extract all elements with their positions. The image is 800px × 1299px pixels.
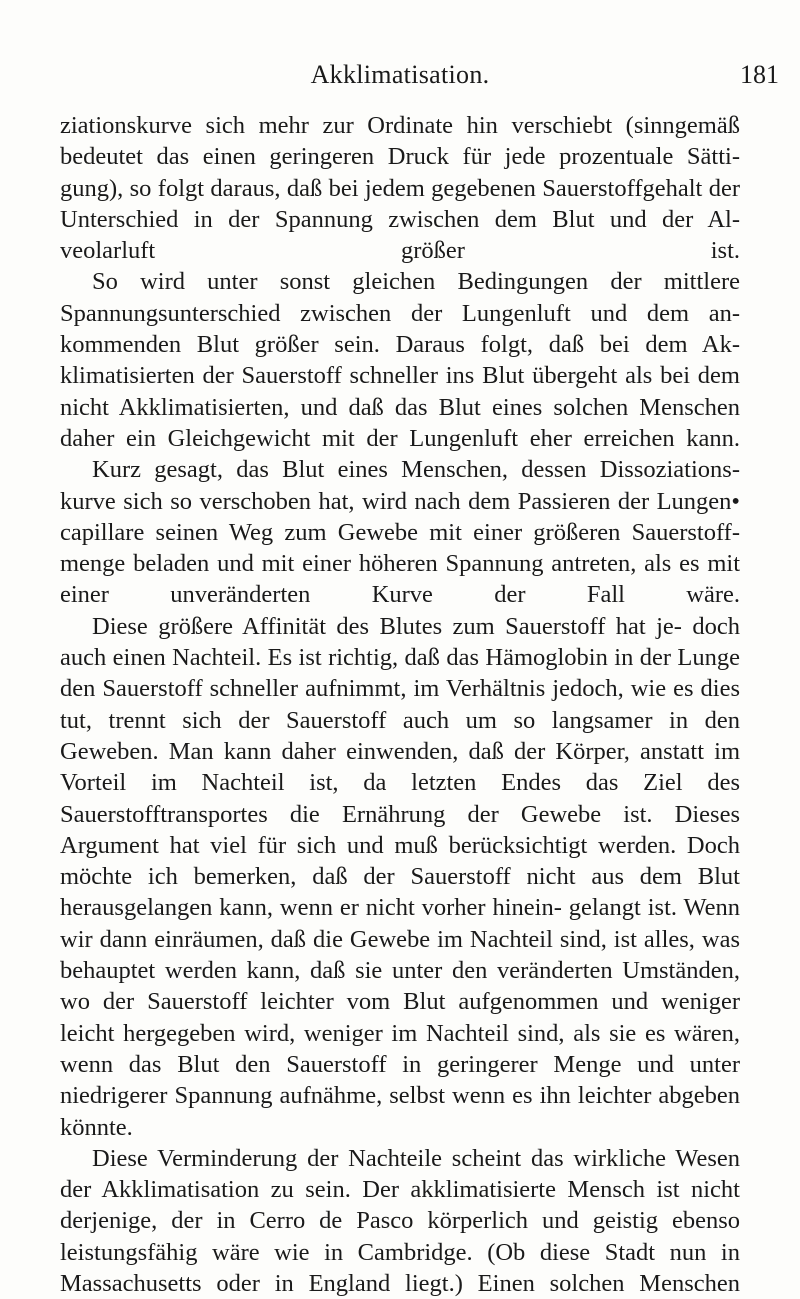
body-text (60, 110, 740, 1299)
running-title: Akklimatisation. (310, 60, 490, 89)
paragraph-continued: ziationskurve sich mehr zur Ordinate hin verschiebt (sinngemäß bedeutet das einen geringeren Druck für jede prozentuale Sätti- gung), so folgt daraus, daß bei jedem gegebenen Sauerstoffgehalt der Unterschied in der Spannung zwischen dem Blut und der Al- veolarluft größer ist. (60, 112, 740, 265)
paragraph: Diese Verminderung der Nachteile scheint das wirkliche Wesen der Akklimatisation zu sein. Der akklimatisierte Mensch ist nicht derjenige, der in Cerro de Pasco körperlich und geistig ebenso leistungsfähig wäre wie in Cambridge. (Ob diese Stadt nun in Massachusetts oder in England liegt.) Einen solchen Menschen (60, 1144, 740, 1297)
running-header (0, 60, 800, 96)
paragraph: Diese größere Affinität des Blutes zum Sauerstoff hat je- doch auch einen Nachteil. Es ist richtig, daß das Hämoglobin in der Lunge den Sauerstoff schneller aufnimmt, im Verhältnis jedoch, wie es dies tut, trennt sich der Sauerstoff auch um so langsamer in den Geweben. Man kann daher einwenden, daß der Körper, anstatt im Vorteil im Nachteil ist, da letzten Endes das Ziel des Sauerstofftransportes die Ernährung der Gewebe ist. Dieses Argument hat viel für sich und muß berücksichtigt werden. Doch möchte ich bemerken, daß der Sauerstoff nicht aus dem Blut herausgelangen kann, wenn er nicht vorher hinein- gelangt ist. Wenn wir dann einräumen, daß die Gewebe im Nachteil sind, ist alles, was behauptet werden kann, daß sie unter den veränderten Umständen, wo der Sauerstoff leichter vom Blut aufgenommen und weniger leicht hergegeben wird, weniger im Nachteil sind, als sie es wären, wenn das Blut den Sauerstoff in geringerer Menge und unter niedrigerer Spannung aufnähme, selbst wenn es ihn leichter abgeben könnte. (60, 612, 740, 1141)
paragraph: Kurz gesagt, das Blut eines Menschen, dessen Dissoziations- kurve sich so verschoben hat, wird nach dem Passieren der Lungen• capillare seinen Weg zum Gewebe mit einer größeren Sauerstoff- menge beladen und mit einer höheren Spannung antreten, als es mit einer unveränderten Kurve der Fall wäre. (60, 456, 740, 609)
paragraph: So wird unter sonst gleichen Bedingungen der mittlere Spannungsunterschied zwischen der Lungenluft und dem an- kommenden Blut größer sein. Daraus folgt, daß bei dem Ak- klimatisierten der Sauerstoff schneller ins Blut übergeht als bei dem nicht Akklimatisierten, und daß das Blut eines solchen Menschen daher ein Gleichgewicht mit der Lungenluft eher erreichen kann. (60, 268, 740, 452)
page-number: 181 (740, 60, 779, 89)
